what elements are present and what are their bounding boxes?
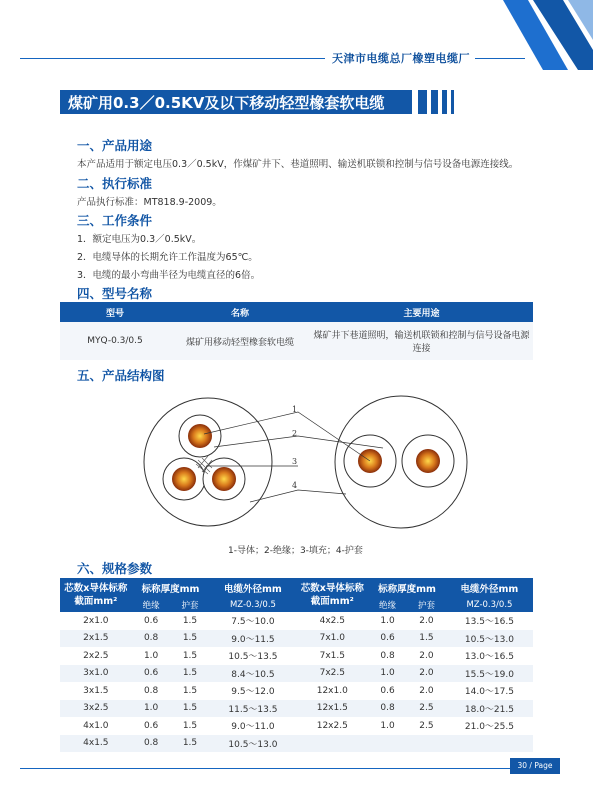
header-rule-right	[475, 58, 525, 59]
spec-cell: 7x2.5	[296, 665, 368, 683]
spec-cell: 2.0	[407, 665, 446, 683]
spec-table	[60, 578, 533, 752]
spec-cell: 15.5～19.0	[446, 665, 533, 683]
spec-cell: 3x1.5	[83, 685, 109, 696]
spec-cell: 0.8	[132, 735, 171, 753]
table-row	[60, 630, 533, 648]
spec-cell: 0.6	[143, 720, 159, 731]
spec-cell: 14.0～17.5	[464, 687, 514, 698]
spec-cell: 2.0	[419, 615, 434, 626]
section-standard-heading: 二、执行标准	[77, 176, 153, 191]
spec-sub-model: MZ-0.3/0.5	[209, 598, 296, 612]
spec-cell: 13.5～16.5	[464, 617, 514, 628]
spec-cell: 1.5	[182, 685, 198, 696]
spec-cell: 1.5	[182, 720, 198, 731]
spec-cell	[296, 735, 368, 753]
core-bottom-left	[163, 458, 205, 500]
spec-sub-model: MZ-0.3/0.5	[446, 598, 533, 612]
condition-item: 1．额定电压为0.3／0.5kV。	[77, 234, 202, 245]
spec-cell	[446, 735, 533, 753]
spec-col-conductor: 芯数x导体标称截面mm²	[60, 578, 132, 612]
spec-cell: 4x1.0	[83, 720, 109, 731]
spec-cell: 0.6	[132, 665, 171, 683]
spec-cell: 12x1.5	[296, 700, 368, 718]
section-model-heading: 四、型号名称	[77, 286, 153, 301]
spec-cell: 0.8	[368, 700, 407, 718]
spec-cell: 1.5	[182, 650, 198, 661]
spec-cell: 4x2.5	[319, 615, 345, 626]
spec-cell: 0.6	[368, 630, 407, 648]
spec-cell: 4x1.5	[60, 735, 132, 753]
table-row	[60, 717, 533, 735]
model-col-header: 型号	[60, 302, 170, 322]
label-2: 2	[292, 429, 298, 438]
spec-cell: 0.8	[132, 630, 171, 648]
spec-cell: 0.6	[380, 685, 395, 696]
spec-cell: 1.5	[182, 615, 198, 626]
cable-structure-diagram	[138, 390, 468, 535]
spec-col-outer: 电缆外径mm	[209, 578, 296, 598]
spec-cell: 2.5	[419, 720, 434, 731]
spec-cell: 10.5～13.5	[228, 652, 278, 663]
spec-sub-sheath: 护套	[407, 598, 446, 612]
section-usage-text: 本产品适用于额定电压0.3／0.5kV，作煤矿井下、巷道照明、输送机联锁和控制与信号设备电源连接线。	[77, 159, 519, 170]
spec-sub-insulation: 绝缘	[368, 598, 407, 612]
model-col-header: 名称	[170, 302, 310, 322]
spec-cell: 1.5	[171, 630, 210, 648]
spec-sub-sheath: 护套	[171, 598, 210, 612]
spec-cell: 3x2.5	[60, 700, 132, 718]
title-stripes	[418, 90, 458, 114]
spec-cell: 7x1.0	[296, 630, 368, 648]
header-rule	[20, 58, 325, 59]
model-table	[60, 302, 533, 360]
table-row	[60, 322, 533, 360]
spec-cell: 0.8	[143, 685, 159, 696]
spec-cell: 1.5	[407, 630, 446, 648]
page-number: 30 / Page	[510, 758, 560, 774]
label-4: 4	[292, 481, 298, 490]
spec-cell: 18.0～21.5	[446, 700, 533, 718]
model-cell: 煤矿用移动轻型橡套软电缆	[170, 322, 310, 360]
page-title: 煤矿用0.3／0.5KV及以下移动轻型橡套软电缆	[68, 94, 385, 112]
diagram-caption: 1-导体；2-绝缘；3-填充；4-护套	[228, 546, 363, 556]
label-1: 1	[292, 405, 298, 414]
spec-cell: 2x2.5	[83, 650, 109, 661]
spec-cell: 9.0～11.0	[231, 722, 275, 733]
spec-col-thickness: 标称厚度mm	[132, 578, 210, 598]
condition-item: 2．电缆导体的长期允许工作温度为65℃。	[77, 252, 258, 263]
spec-cell: 9.5～12.0	[231, 687, 275, 698]
model-cell: 煤矿井下巷道照明，输送机联锁和控制与信号设备电源连接	[310, 322, 533, 360]
spec-cell: 1.5	[171, 700, 210, 718]
spec-col-outer: 电缆外径mm	[446, 578, 533, 598]
spec-cell: 2.5	[407, 700, 446, 718]
table-row	[60, 700, 533, 718]
section-standard-text: 产品执行标准：MT818.9-2009。	[77, 197, 222, 208]
spec-cell: 2x1.5	[60, 630, 132, 648]
spec-cell: 13.0～16.5	[464, 652, 514, 663]
table-row	[60, 647, 533, 665]
core-right	[402, 435, 454, 487]
spec-cell	[368, 735, 407, 753]
spec-cell: 1.0	[143, 650, 159, 661]
corner-decoration	[483, 0, 593, 70]
spec-cell: 3x1.0	[60, 665, 132, 683]
spec-cell: 1.5	[171, 735, 210, 753]
spec-cell: 21.0～25.5	[464, 722, 514, 733]
label-3: 3	[292, 457, 298, 466]
spec-cell: 12x1.0	[316, 685, 348, 696]
footer-rule	[20, 768, 510, 769]
spec-cell: 11.5～13.5	[209, 700, 296, 718]
spec-cell: 1.5	[171, 665, 210, 683]
spec-cell: 1.0	[368, 665, 407, 683]
spec-sub-insulation: 绝缘	[132, 598, 171, 612]
table-row	[60, 665, 533, 683]
core-bottom-right	[203, 458, 245, 500]
spec-cell: 7x1.5	[319, 650, 345, 661]
spec-cell: 1.0	[380, 720, 395, 731]
table-row	[60, 735, 533, 753]
spec-cell: 2x1.0	[83, 615, 109, 626]
spec-cell: 1.0	[380, 615, 395, 626]
spec-cell: 7.5～10.0	[231, 617, 275, 628]
spec-cell: 10.5～13.0	[209, 735, 296, 753]
section-specs-heading: 六、规格参数	[77, 561, 153, 576]
section-structure-heading: 五、产品结构图	[77, 368, 165, 383]
section-usage-heading: 一、产品用途	[77, 138, 153, 153]
spec-cell: 9.0～11.5	[209, 630, 296, 648]
company-name: 天津市电缆总厂橡塑电缆厂	[332, 52, 470, 65]
spec-cell	[407, 735, 446, 753]
condition-item: 3．电缆的最小弯曲半径为电缆直径的6倍。	[77, 270, 261, 281]
table-row	[60, 612, 533, 630]
spec-col-thickness: 标称厚度mm	[368, 578, 446, 598]
core-top	[179, 415, 221, 457]
model-cell: MYQ-0.3/0.5	[60, 322, 170, 360]
spec-cell: 1.0	[132, 700, 171, 718]
spec-cell: 0.8	[380, 650, 395, 661]
spec-cell: 10.5～13.0	[446, 630, 533, 648]
spec-cell: 8.4～10.5	[209, 665, 296, 683]
section-conditions-heading: 三、工作条件	[77, 213, 153, 228]
table-row	[60, 682, 533, 700]
spec-col-conductor: 芯数x导体标称截面mm²	[296, 578, 368, 612]
spec-cell: 0.6	[143, 615, 159, 626]
model-col-header: 主要用途	[310, 302, 533, 322]
spec-cell: 12x2.5	[316, 720, 348, 731]
spec-cell: 2.0	[419, 685, 434, 696]
spec-cell: 2.0	[419, 650, 434, 661]
